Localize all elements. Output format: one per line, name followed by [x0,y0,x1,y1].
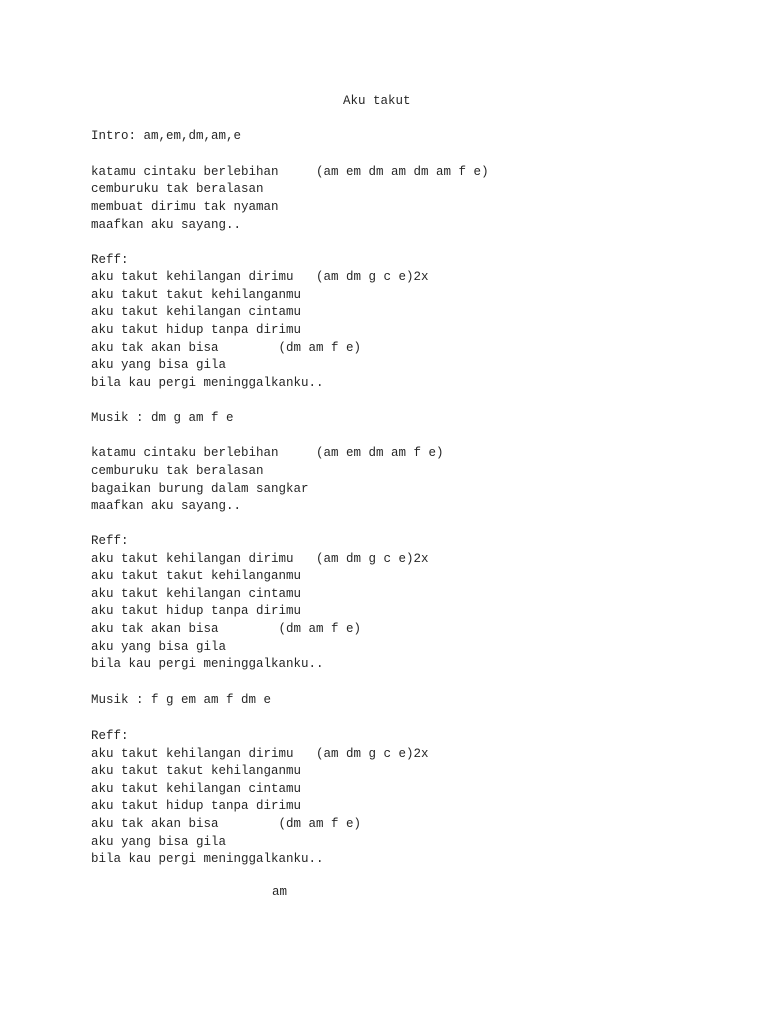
reff-1-line-4: aku takut hidup tanpa dirimu [91,323,302,337]
verse-2-line-3: bagaikan burung dalam sangkar [91,482,309,496]
reff-2-heading: Reff: [91,534,129,548]
reff-1-line-3: aku takut kehilangan cintamu [91,305,302,319]
verse-2-line-1: katamu cintaku berlebihan (am em dm am f e) [91,446,444,460]
reff-1-line-7: bila kau pergi meninggalkanku.. [91,376,324,390]
verse-1-line-4: maafkan aku sayang.. [91,218,242,232]
reff-3-line-6: aku yang bisa gila [91,835,227,849]
reff-2-line-5: aku tak akan bisa (dm am f e) [91,622,362,636]
reff-3-line-1: aku takut kehilangan dirimu (am dm g c e)2x [91,747,429,761]
reff-2-line-2: aku takut takut kehilanganmu [91,569,302,583]
reff-3-line-3: aku takut kehilangan cintamu [91,782,302,796]
reff-3-heading: Reff: [91,729,129,743]
reff-2-line-7: bila kau pergi meninggalkanku.. [91,657,324,671]
reff-1-heading: Reff: [91,253,129,267]
verse-1-line-1: katamu cintaku berlebihan (am em dm am dm am f e) [91,165,489,179]
reff-3-line-5: aku tak akan bisa (dm am f e) [91,817,362,831]
reff-3-line-2: aku takut takut kehilanganmu [91,764,302,778]
reff-1-line-1: aku takut kehilangan dirimu (am dm g c e)2x [91,270,429,284]
intro-line: Intro: am,em,dm,am,e [91,129,242,143]
reff-1-line-2: aku takut takut kehilanganmu [91,288,302,302]
reff-2-line-1: aku takut kehilangan dirimu (am dm g c e)2x [91,552,429,566]
reff-3-line-4: aku takut hidup tanpa dirimu [91,799,302,813]
verse-2-line-4: maafkan aku sayang.. [91,499,242,513]
reff-1-line-6: aku yang bisa gila [91,358,227,372]
footer-chord: am [272,885,288,899]
musik-1-line: Musik : dm g am f e [91,411,234,425]
reff-1-line-5: aku tak akan bisa (dm am f e) [91,341,362,355]
verse-1-line-3: membuat dirimu tak nyaman [91,200,279,214]
reff-3-line-7: bila kau pergi meninggalkanku.. [91,852,324,866]
reff-2-line-3: aku takut kehilangan cintamu [91,587,302,601]
song-title: Aku takut [343,94,411,108]
verse-1-line-2: cemburuku tak beralasan [91,182,264,196]
musik-2-line: Musik : f g em am f dm e [91,693,272,707]
reff-2-line-6: aku yang bisa gila [91,640,227,654]
verse-2-line-2: cemburuku tak beralasan [91,464,264,478]
reff-2-line-4: aku takut hidup tanpa dirimu [91,604,302,618]
